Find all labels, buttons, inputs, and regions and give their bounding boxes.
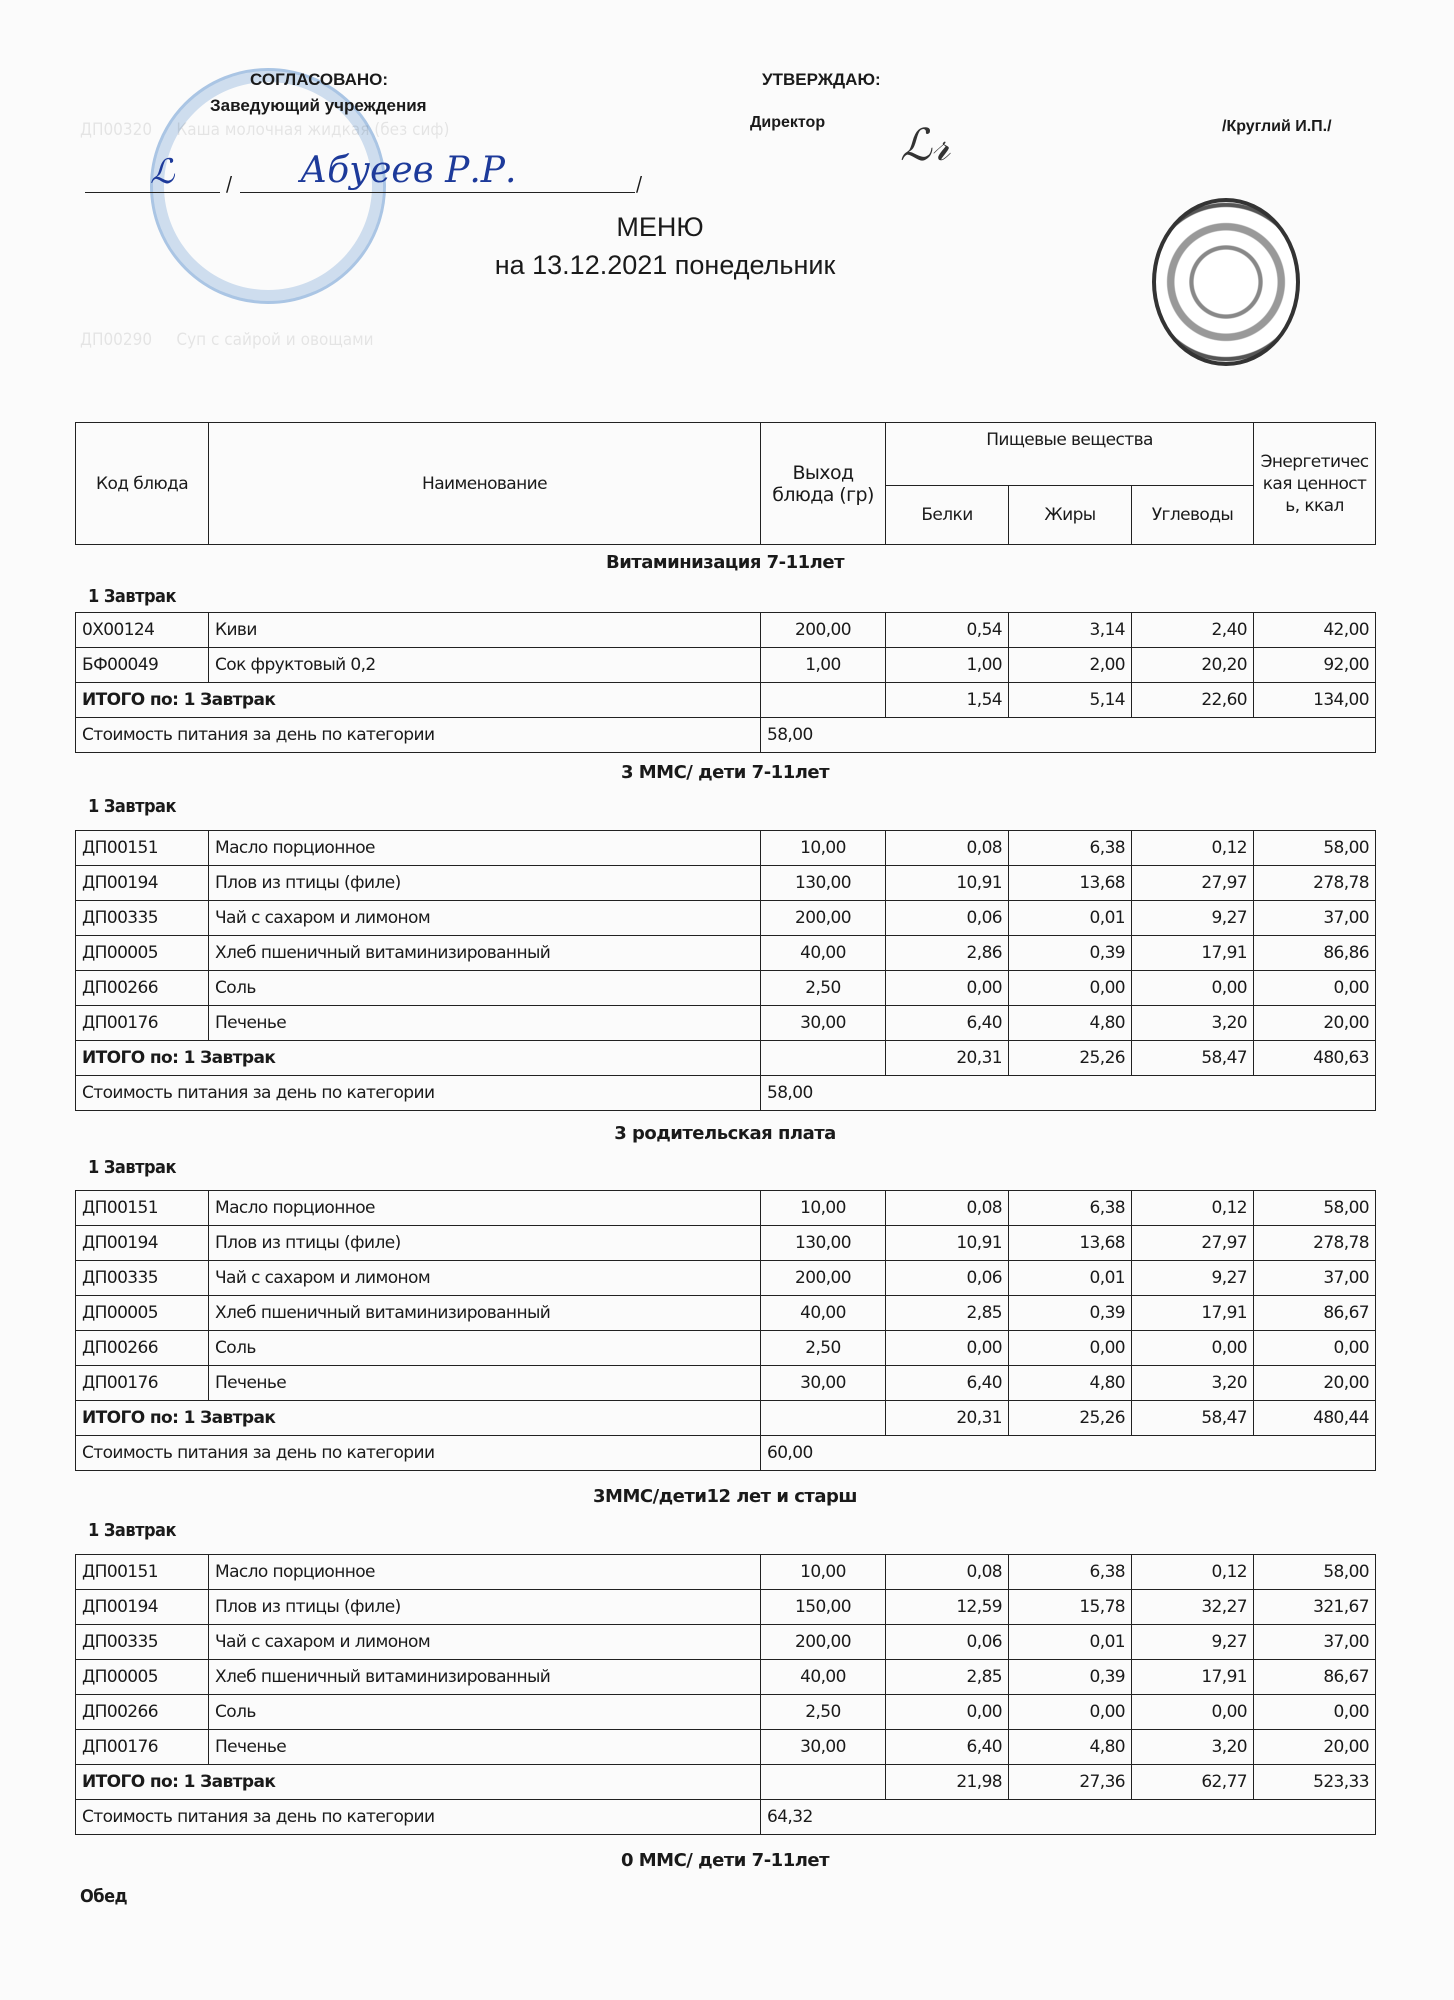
dish-fat: 0,00 xyxy=(1009,1331,1132,1366)
dish-protein: 6,40 xyxy=(886,1366,1009,1401)
table-row xyxy=(76,1191,1376,1226)
dish-carbs: 17,91 xyxy=(1132,936,1254,971)
dish-output: 150,00 xyxy=(761,1590,886,1625)
dish-carbs: 9,27 xyxy=(1132,901,1254,936)
cost-label: Стоимость питания за день по категории xyxy=(76,718,761,753)
dish-output: 2,50 xyxy=(761,971,886,1006)
director-signature: ℒ𝓇 xyxy=(900,120,951,171)
dish-code: ДП00335 xyxy=(76,1261,209,1296)
dish-code: ДП00266 xyxy=(76,971,209,1006)
table-row xyxy=(76,613,1376,648)
table-row xyxy=(76,1296,1376,1331)
dish-name: Соль xyxy=(209,1695,761,1730)
approver-position-right: Директор xyxy=(750,114,826,131)
dish-code: ДП00151 xyxy=(76,1555,209,1590)
dish-output: 200,00 xyxy=(761,1625,886,1660)
dish-energy: 0,00 xyxy=(1254,1331,1376,1366)
dish-energy: 0,00 xyxy=(1254,971,1376,1006)
dish-carbs: 17,91 xyxy=(1132,1296,1254,1331)
dish-output: 10,00 xyxy=(761,1191,886,1226)
dish-fat: 0,00 xyxy=(1009,1695,1132,1730)
total-protein: 1,54 xyxy=(886,683,1009,718)
signature-end-separator: / xyxy=(636,172,643,196)
dish-code: ДП00194 xyxy=(76,1590,209,1625)
signature-line-1 xyxy=(85,192,220,193)
dish-energy: 0,00 xyxy=(1254,1695,1376,1730)
dish-fat: 6,38 xyxy=(1009,831,1132,866)
total-fat: 25,26 xyxy=(1009,1401,1132,1436)
total-output xyxy=(761,1041,886,1076)
total-carbs: 58,47 xyxy=(1132,1041,1254,1076)
dish-energy: 86,67 xyxy=(1254,1660,1376,1695)
table-row xyxy=(76,901,1376,936)
dish-fat: 0,01 xyxy=(1009,1261,1132,1296)
dish-output: 40,00 xyxy=(761,936,886,971)
category-heading: 3 родительская плата xyxy=(614,1123,836,1144)
col-header-name: Наименование xyxy=(209,423,761,545)
dish-code: ДП00005 xyxy=(76,936,209,971)
total-fat: 27,36 xyxy=(1009,1765,1132,1800)
col-header-code: Код блюда xyxy=(76,423,209,545)
dish-name: Соль xyxy=(209,971,761,1006)
dish-energy: 278,78 xyxy=(1254,1226,1376,1261)
total-carbs: 58,47 xyxy=(1132,1401,1254,1436)
dish-output: 30,00 xyxy=(761,1006,886,1041)
dish-protein: 0,08 xyxy=(886,1191,1009,1226)
dish-energy: 37,00 xyxy=(1254,901,1376,936)
col-header-protein: Белки xyxy=(886,486,1009,545)
cost-row xyxy=(76,718,1376,753)
dish-protein: 2,85 xyxy=(886,1660,1009,1695)
dish-code: БФ00049 xyxy=(76,648,209,683)
cost-value: 58,00 xyxy=(761,1076,1376,1111)
col-header-fat: Жиры xyxy=(1009,486,1132,545)
dish-carbs: 0,00 xyxy=(1132,1695,1254,1730)
approve-heading-right: УТВЕРЖДАЮ: xyxy=(762,70,881,89)
dish-fat: 0,00 xyxy=(1009,971,1132,1006)
dish-fat: 0,39 xyxy=(1009,936,1132,971)
dish-protein: 0,00 xyxy=(886,1331,1009,1366)
dish-name: Сок фруктовый 0,2 xyxy=(209,648,761,683)
total-output xyxy=(761,683,886,718)
total-energy: 480,44 xyxy=(1254,1401,1376,1436)
table-row xyxy=(76,1226,1376,1261)
dish-carbs: 9,27 xyxy=(1132,1625,1254,1660)
dish-fat: 2,00 xyxy=(1009,648,1132,683)
dish-protein: 2,85 xyxy=(886,1296,1009,1331)
dish-carbs: 32,27 xyxy=(1132,1590,1254,1625)
table-row xyxy=(76,648,1376,683)
total-row xyxy=(76,1041,1376,1076)
dish-energy: 20,00 xyxy=(1254,1006,1376,1041)
table-row xyxy=(76,1660,1376,1695)
meal-heading: 1 Завтрак xyxy=(88,1157,176,1178)
dish-fat: 13,68 xyxy=(1009,1226,1132,1261)
meal-heading: 1 Завтрак xyxy=(88,796,176,817)
black-official-stamp xyxy=(1152,198,1300,366)
dish-code: ДП00194 xyxy=(76,866,209,901)
menu-date: на 13.12.2021 понедельник xyxy=(494,250,836,280)
dish-output: 200,00 xyxy=(761,901,886,936)
page-title: МЕНЮ xyxy=(616,212,704,242)
dish-name: Киви xyxy=(209,613,761,648)
table-row xyxy=(76,1695,1376,1730)
cost-row xyxy=(76,1076,1376,1111)
dish-code: ДП00151 xyxy=(76,831,209,866)
dish-code: ДП00335 xyxy=(76,1625,209,1660)
cost-value: 64,32 xyxy=(761,1800,1376,1835)
dish-output: 30,00 xyxy=(761,1730,886,1765)
dish-code: ДП00266 xyxy=(76,1695,209,1730)
bleed-through-text: ДП00290 Суп с сайрой и овощами xyxy=(80,330,374,350)
dish-protein: 0,54 xyxy=(886,613,1009,648)
dish-energy: 86,86 xyxy=(1254,936,1376,971)
dish-energy: 278,78 xyxy=(1254,866,1376,901)
dish-carbs: 3,20 xyxy=(1132,1366,1254,1401)
dish-output: 10,00 xyxy=(761,1555,886,1590)
dish-carbs: 17,91 xyxy=(1132,1660,1254,1695)
total-label: ИТОГО по: 1 Завтрак xyxy=(76,683,761,718)
signature-left-name: Абуеев Р.Р. xyxy=(300,150,517,191)
dish-protein: 0,06 xyxy=(886,901,1009,936)
dish-energy: 58,00 xyxy=(1254,1191,1376,1226)
dish-carbs: 3,20 xyxy=(1132,1006,1254,1041)
table-row xyxy=(76,936,1376,971)
signature-mark: ℒ xyxy=(150,152,175,192)
table-row xyxy=(76,1625,1376,1660)
dish-fat: 4,80 xyxy=(1009,1006,1132,1041)
dish-code: ДП00194 xyxy=(76,1226,209,1261)
dish-carbs: 20,20 xyxy=(1132,648,1254,683)
dish-fat: 6,38 xyxy=(1009,1191,1132,1226)
total-fat: 5,14 xyxy=(1009,683,1132,718)
dish-carbs: 0,00 xyxy=(1132,971,1254,1006)
total-energy: 523,33 xyxy=(1254,1765,1376,1800)
category-heading: 3 ММС/ дети 7-11лет xyxy=(620,762,830,783)
dish-protein: 10,91 xyxy=(886,1226,1009,1261)
dish-name: Чай с сахаром и лимоном xyxy=(209,901,761,936)
dish-code: ДП00176 xyxy=(76,1730,209,1765)
cost-value: 60,00 xyxy=(761,1436,1376,1471)
section-table xyxy=(75,1190,1376,1471)
dish-carbs: 2,40 xyxy=(1132,613,1254,648)
table-row xyxy=(76,1006,1376,1041)
meal-heading: Обед xyxy=(80,1886,128,1907)
dish-protein: 0,08 xyxy=(886,1555,1009,1590)
dish-energy: 37,00 xyxy=(1254,1625,1376,1660)
dish-name: Масло порционное xyxy=(209,1555,761,1590)
dish-energy: 92,00 xyxy=(1254,648,1376,683)
category-heading: 0 ММС/ дети 7-11лет xyxy=(620,1850,830,1871)
dish-fat: 0,01 xyxy=(1009,901,1132,936)
total-protein: 20,31 xyxy=(886,1041,1009,1076)
dish-protein: 1,00 xyxy=(886,648,1009,683)
dish-carbs: 0,00 xyxy=(1132,1331,1254,1366)
dish-energy: 20,00 xyxy=(1254,1366,1376,1401)
total-label: ИТОГО по: 1 Завтрак xyxy=(76,1401,761,1436)
total-protein: 20,31 xyxy=(886,1401,1009,1436)
dish-energy: 20,00 xyxy=(1254,1730,1376,1765)
dish-protein: 0,08 xyxy=(886,831,1009,866)
cost-label: Стоимость питания за день по категории xyxy=(76,1800,761,1835)
bleed-through-text: ДП00320 Каша молочная жидкая (без сиф) xyxy=(80,120,450,140)
total-row xyxy=(76,1401,1376,1436)
category-heading: Витаминизация 7-11лет xyxy=(605,552,845,573)
dish-energy: 58,00 xyxy=(1254,1555,1376,1590)
col-header-output: Выход блюда (гр) xyxy=(761,423,886,545)
total-output xyxy=(761,1765,886,1800)
dish-output: 30,00 xyxy=(761,1366,886,1401)
dish-name: Плов из птицы (филе) xyxy=(209,1590,761,1625)
dish-fat: 0,01 xyxy=(1009,1625,1132,1660)
section-table xyxy=(75,612,1376,753)
dish-fat: 3,14 xyxy=(1009,613,1132,648)
dish-carbs: 0,12 xyxy=(1132,831,1254,866)
dish-code: ДП00266 xyxy=(76,1331,209,1366)
dish-name: Масло порционное xyxy=(209,1191,761,1226)
dish-energy: 42,00 xyxy=(1254,613,1376,648)
total-row xyxy=(76,683,1376,718)
dish-output: 2,50 xyxy=(761,1331,886,1366)
dish-name: Масло порционное xyxy=(209,831,761,866)
signature-line-2 xyxy=(240,192,635,193)
section-table xyxy=(75,1554,1376,1835)
menu-table-header xyxy=(75,422,1376,545)
dish-code: ДП00176 xyxy=(76,1006,209,1041)
dish-name: Чай с сахаром и лимоном xyxy=(209,1625,761,1660)
dish-output: 40,00 xyxy=(761,1296,886,1331)
approver-position-left: Заведующий учреждения xyxy=(210,96,427,115)
dish-code: ДП00005 xyxy=(76,1660,209,1695)
table-row xyxy=(76,1331,1376,1366)
dish-energy: 58,00 xyxy=(1254,831,1376,866)
table-row xyxy=(76,1555,1376,1590)
category-heading: 3ММС/дети12 лет и старш xyxy=(593,1486,857,1507)
dish-name: Хлеб пшеничный витаминизированный xyxy=(209,1660,761,1695)
dish-output: 130,00 xyxy=(761,1226,886,1261)
dish-energy: 321,67 xyxy=(1254,1590,1376,1625)
signature-separator: / xyxy=(226,172,233,196)
total-carbs: 62,77 xyxy=(1132,1765,1254,1800)
cost-label: Стоимость питания за день по категории xyxy=(76,1076,761,1111)
dish-name: Печенье xyxy=(209,1730,761,1765)
cost-value: 58,00 xyxy=(761,718,1376,753)
dish-code: ДП00151 xyxy=(76,1191,209,1226)
dish-fat: 4,80 xyxy=(1009,1366,1132,1401)
dish-carbs: 0,12 xyxy=(1132,1191,1254,1226)
dish-carbs: 9,27 xyxy=(1132,1261,1254,1296)
col-header-carbs: Углеводы xyxy=(1132,486,1254,545)
total-label: ИТОГО по: 1 Завтрак xyxy=(76,1765,761,1800)
col-header-nutrients: Пищевые вещества xyxy=(886,423,1254,486)
col-header-energy: Энергетическая ценность, ккал xyxy=(1254,423,1376,545)
table-row xyxy=(76,831,1376,866)
dish-fat: 13,68 xyxy=(1009,866,1132,901)
dish-name: Соль xyxy=(209,1331,761,1366)
dish-protein: 10,91 xyxy=(886,866,1009,901)
dish-output: 200,00 xyxy=(761,1261,886,1296)
dish-output: 1,00 xyxy=(761,648,886,683)
dish-protein: 12,59 xyxy=(886,1590,1009,1625)
dish-output: 2,50 xyxy=(761,1695,886,1730)
dish-code: ДП00335 xyxy=(76,901,209,936)
approved-heading-left: СОГЛАСОВАНО: xyxy=(250,70,389,89)
dish-carbs: 27,97 xyxy=(1132,1226,1254,1261)
dish-code: 0Х00124 xyxy=(76,613,209,648)
table-row xyxy=(76,1261,1376,1296)
total-fat: 25,26 xyxy=(1009,1041,1132,1076)
dish-code: ДП00005 xyxy=(76,1296,209,1331)
dish-name: Печенье xyxy=(209,1366,761,1401)
section-table xyxy=(75,830,1376,1111)
total-energy: 134,00 xyxy=(1254,683,1376,718)
dish-name: Плов из птицы (филе) xyxy=(209,866,761,901)
cost-label: Стоимость питания за день по категории xyxy=(76,1436,761,1471)
total-row xyxy=(76,1765,1376,1800)
dish-name: Хлеб пшеничный витаминизированный xyxy=(209,936,761,971)
table-row xyxy=(76,1590,1376,1625)
dish-output: 10,00 xyxy=(761,831,886,866)
total-protein: 21,98 xyxy=(886,1765,1009,1800)
total-label: ИТОГО по: 1 Завтрак xyxy=(76,1041,761,1076)
dish-output: 40,00 xyxy=(761,1660,886,1695)
dish-fat: 15,78 xyxy=(1009,1590,1132,1625)
dish-output: 200,00 xyxy=(761,613,886,648)
dish-carbs: 27,97 xyxy=(1132,866,1254,901)
dish-protein: 2,86 xyxy=(886,936,1009,971)
dish-carbs: 0,12 xyxy=(1132,1555,1254,1590)
dish-protein: 0,00 xyxy=(886,1695,1009,1730)
dish-code: ДП00176 xyxy=(76,1366,209,1401)
cost-row xyxy=(76,1436,1376,1471)
dish-protein: 0,06 xyxy=(886,1625,1009,1660)
dish-protein: 6,40 xyxy=(886,1730,1009,1765)
dish-fat: 4,80 xyxy=(1009,1730,1132,1765)
meal-heading: 1 Завтрак xyxy=(88,586,176,607)
table-row xyxy=(76,1730,1376,1765)
dish-energy: 86,67 xyxy=(1254,1296,1376,1331)
dish-fat: 0,39 xyxy=(1009,1296,1132,1331)
table-row xyxy=(76,971,1376,1006)
dish-protein: 6,40 xyxy=(886,1006,1009,1041)
director-name: /Круглий И.П./ xyxy=(1222,118,1332,135)
dish-name: Хлеб пшеничный витаминизированный xyxy=(209,1296,761,1331)
dish-fat: 6,38 xyxy=(1009,1555,1132,1590)
dish-protein: 0,00 xyxy=(886,971,1009,1006)
dish-name: Чай с сахаром и лимоном xyxy=(209,1261,761,1296)
dish-protein: 0,06 xyxy=(886,1261,1009,1296)
total-carbs: 22,60 xyxy=(1132,683,1254,718)
table-row xyxy=(76,866,1376,901)
dish-output: 130,00 xyxy=(761,866,886,901)
meal-heading: 1 Завтрак xyxy=(88,1520,176,1541)
total-energy: 480,63 xyxy=(1254,1041,1376,1076)
total-output xyxy=(761,1401,886,1436)
table-row xyxy=(76,1366,1376,1401)
dish-name: Плов из птицы (филе) xyxy=(209,1226,761,1261)
dish-carbs: 3,20 xyxy=(1132,1730,1254,1765)
dish-energy: 37,00 xyxy=(1254,1261,1376,1296)
cost-row xyxy=(76,1800,1376,1835)
dish-name: Печенье xyxy=(209,1006,761,1041)
dish-fat: 0,39 xyxy=(1009,1660,1132,1695)
